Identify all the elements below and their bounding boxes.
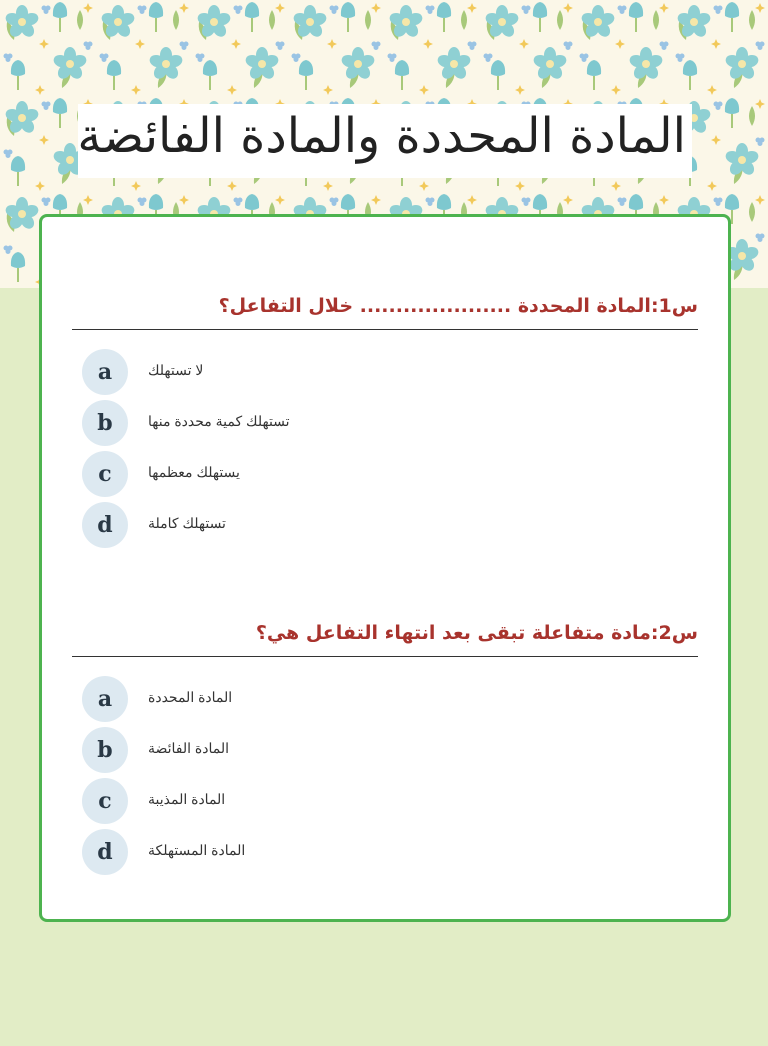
option-b[interactable] bbox=[82, 727, 482, 773]
question-title: س2:مادة متفاعلة تبقى بعد انتهاء التفاعل هي؟ bbox=[255, 622, 698, 644]
option-d[interactable] bbox=[82, 829, 482, 875]
option-letter-badge: a bbox=[82, 349, 128, 395]
option-letter-badge: c bbox=[82, 778, 128, 824]
option-letter-badge: d bbox=[82, 502, 128, 548]
option-label: تستهلك كمية محددة منها bbox=[148, 413, 290, 429]
option-b[interactable] bbox=[82, 400, 482, 446]
option-c[interactable] bbox=[82, 778, 482, 824]
option-letter-badge: b bbox=[82, 400, 128, 446]
option-a[interactable] bbox=[82, 349, 482, 395]
quiz-card bbox=[39, 214, 731, 922]
option-label: المادة الفائضة bbox=[148, 740, 230, 756]
option-letter-badge: c bbox=[82, 451, 128, 497]
option-d[interactable] bbox=[82, 502, 482, 548]
option-label: يستهلك معظمها bbox=[148, 464, 240, 480]
option-letter-badge: a bbox=[82, 676, 128, 722]
title-banner bbox=[78, 104, 692, 178]
option-letter-badge: d bbox=[82, 829, 128, 875]
question-divider bbox=[72, 656, 698, 657]
option-a[interactable] bbox=[82, 676, 482, 722]
question-title: س1:المادة المحددة ..................... خلال التفاعل؟ bbox=[218, 295, 698, 317]
option-label: المادة المذيبة bbox=[148, 791, 226, 807]
question-divider bbox=[72, 329, 698, 330]
option-letter-badge: b bbox=[82, 727, 128, 773]
page-title: المادة المحددة والمادة الفائضة bbox=[77, 108, 686, 164]
option-c[interactable] bbox=[82, 451, 482, 497]
option-label: المادة المستهلكة bbox=[148, 842, 246, 858]
option-label: لا تستهلك bbox=[148, 362, 204, 378]
option-label: تستهلك كاملة bbox=[148, 515, 226, 531]
option-label: المادة المحددة bbox=[148, 689, 233, 705]
